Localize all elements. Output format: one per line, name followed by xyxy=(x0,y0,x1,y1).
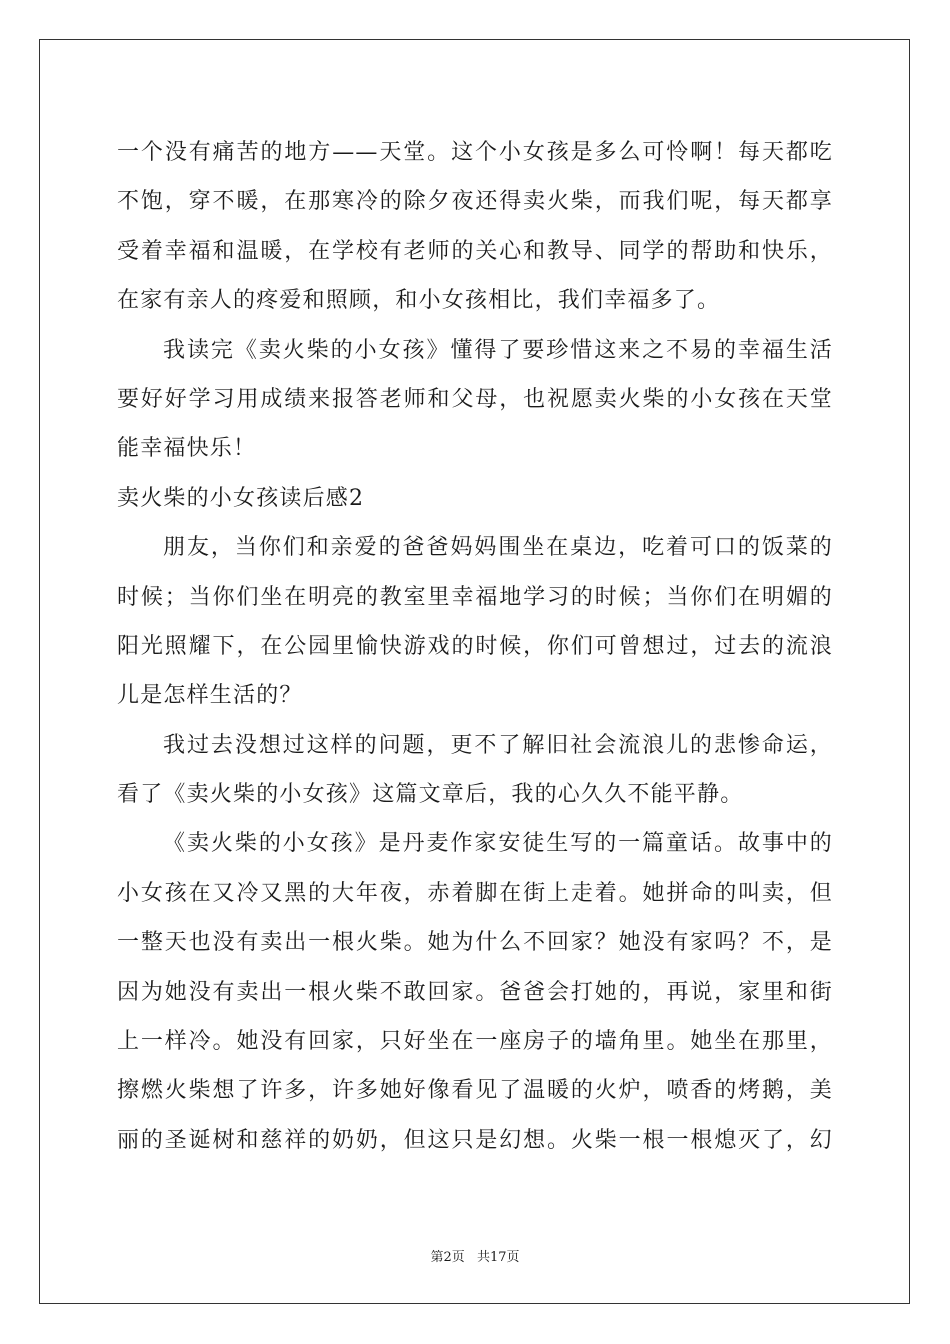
section-heading: 卖火柴的小女孩读后感2 xyxy=(117,485,365,511)
text-line: 上一样冷。她没有回家，只好坐在一座房子的墙角里。她坐在那里， xyxy=(117,1029,833,1055)
text-line: 受着幸福和温暖，在学校有老师的关心和教导、同学的帮助和快乐， xyxy=(117,238,833,264)
page-number: 第2页 xyxy=(430,1250,465,1265)
text-line: 要好好学习用成绩来报答老师和父母，也祝愿卖火柴的小女孩在天堂 xyxy=(117,386,833,412)
text-line: 一个没有痛苦的地方——天堂。这个小女孩是多么可怜啊！每天都吃 xyxy=(117,140,833,165)
text-line: 不饱，穿不暖，在那寒冷的除夕夜还得卖火柴，而我们呢，每天都享 xyxy=(117,189,833,215)
paragraph-start-line: 我过去没想过这样的问题，更不了解旧社会流浪儿的悲惨命运， xyxy=(163,732,833,758)
text-line: 在家有亲人的疼爱和照顾，和小女孩相比，我们幸福多了。 xyxy=(117,288,721,314)
document-body xyxy=(117,128,833,1165)
text-line: 能幸福快乐！ xyxy=(117,436,257,462)
text-line: 丽的圣诞树和慈祥的奶奶，但这只是幻想。火柴一根一根熄灭了，幻 xyxy=(117,1127,833,1153)
text-line: 阳光照耀下，在公园里愉快游戏的时候，你们可曾想过，过去的流浪 xyxy=(117,633,833,659)
paragraph-start-line: 我读完《卖火柴的小女孩》懂得了要珍惜这来之不易的幸福生活 xyxy=(163,337,833,363)
text-line: 因为她没有卖出一根火柴不敢回家。爸爸会打她的，再说，家里和街 xyxy=(117,979,833,1005)
text-line: 儿是怎样生活的？ xyxy=(117,683,303,709)
text-line: 一整天也没有卖出一根火柴。她为什么不回家？她没有家吗？不，是 xyxy=(117,930,833,956)
text-line: 擦燃火柴想了许多，许多她好像看见了温暖的火炉，喷香的烤鹅，美 xyxy=(117,1078,833,1104)
text-line: 看了《卖火柴的小女孩》这篇文章后，我的心久久不能平静。 xyxy=(117,782,744,808)
total-pages: 共17页 xyxy=(476,1250,520,1265)
text-line: 小女孩在又冷又黑的大年夜，赤着脚在街上走着。她拼命的叫卖，但 xyxy=(117,880,833,906)
paragraph-start-line: 《卖火柴的小女孩》是丹麦作家安徒生写的一篇童话。故事中的 xyxy=(163,831,833,857)
text-line: 时候；当你们坐在明亮的教室里幸福地学习的时候；当你们在明媚的 xyxy=(117,584,833,610)
page-footer xyxy=(0,1246,950,1265)
paragraph-start-line: 朋友，当你们和亲爱的爸爸妈妈围坐在桌边，吃着可口的饭菜的 xyxy=(163,535,833,561)
